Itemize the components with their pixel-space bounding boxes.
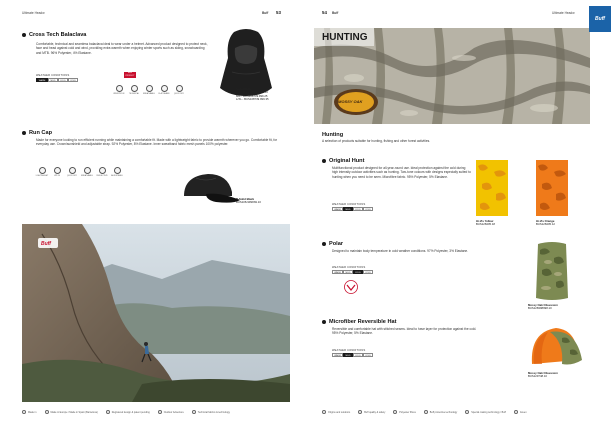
polar-description: Designed to maintain body temperature in cold weather conditions. 97% Polyester, 3% Elastane. bbox=[332, 249, 469, 253]
polar-heading bbox=[322, 241, 343, 247]
wc-warm: WARM bbox=[332, 353, 343, 357]
cap-features bbox=[36, 167, 123, 177]
cap-image bbox=[176, 170, 242, 208]
side-tab: Buff bbox=[589, 6, 611, 32]
product-name: Mossy Oak Obsession bbox=[528, 303, 558, 307]
page-number: 54 bbox=[322, 10, 327, 15]
product-name: Hi-Vis Yellow bbox=[476, 219, 494, 223]
sku-line: BUS128398998.10 bbox=[528, 306, 552, 311]
footer-item: Registered design & patent pending bbox=[106, 410, 150, 414]
feature-icon: FLAT SEAMS bbox=[158, 85, 170, 95]
weather-conditions-bar bbox=[332, 207, 373, 211]
mossy-oak-logo: MOSSY OAK bbox=[338, 99, 363, 104]
balaclava-features bbox=[113, 85, 185, 95]
wc-mild: MILD bbox=[343, 270, 353, 274]
product-name: Mossy Oak Obsession bbox=[528, 371, 558, 375]
brand-label: Buff bbox=[262, 11, 269, 15]
running-header: Ultimate Headw bbox=[552, 11, 575, 15]
hi-vis-yellow-info bbox=[476, 220, 532, 227]
bullet-icon bbox=[322, 159, 326, 163]
cap-description: Made for everyone looking to run efficient running while maintaining a comfortable fit. Made with a lightweight fabric to provide warmth wherever you go. Comfortable fit, for everyday use. Crown/sunshield and adjustable strap. 92% Polyester, 8% Elastane. Inner sweatband fabric mesh panels 100% polyester. bbox=[36, 138, 278, 147]
polar-title: Polar bbox=[329, 241, 343, 247]
wc-mild: MILD bbox=[343, 207, 353, 211]
sku-line: BUS128405.18 bbox=[476, 222, 495, 227]
hi-vis-orange-image bbox=[536, 160, 568, 216]
footer-item: Outdoor Adventure bbox=[158, 410, 184, 414]
wc-cold: COLD bbox=[363, 207, 373, 211]
cap-title: Run Cap bbox=[29, 130, 52, 136]
weather-conditions-bar bbox=[332, 353, 373, 357]
brand-label: Buff bbox=[332, 11, 339, 15]
footer-item: Special coating technology / Buff bbox=[465, 410, 506, 414]
left-page bbox=[0, 0, 300, 424]
hi-vis-orange-info bbox=[536, 220, 592, 227]
feature-icon: QUICK DRY bbox=[173, 85, 185, 95]
weather-conditions-label: WEATHER CONDITIONS bbox=[332, 266, 366, 269]
cap-heading bbox=[22, 130, 52, 136]
wc-mild: MILD bbox=[48, 78, 58, 82]
hunting-title: Hunting bbox=[322, 132, 344, 138]
polar-tech-icon bbox=[344, 280, 358, 294]
original-heading bbox=[322, 158, 364, 164]
feature-icon: ADJUSTABLE bbox=[111, 167, 123, 177]
hunting-description: A selection of products suitable for hunting, fishing and other forest activities. bbox=[322, 139, 431, 143]
sku-line: BUS129748.10 bbox=[528, 374, 547, 379]
bullet-icon bbox=[322, 320, 326, 324]
wc-cool: COOL bbox=[353, 353, 363, 357]
feature-icon: BREATHABLE bbox=[81, 167, 93, 177]
footer-item: Origins and outdoors bbox=[322, 410, 350, 414]
footer-item: Polyester fibres bbox=[393, 410, 415, 414]
product-name: Hi-Vis Orange bbox=[536, 219, 555, 223]
balaclava-heading bbox=[22, 32, 86, 38]
reversible-hat-image bbox=[526, 324, 584, 368]
wc-mild: MILD bbox=[343, 353, 353, 357]
feature-icon: WINDPROOF bbox=[113, 85, 125, 95]
wc-cold: COLD bbox=[68, 78, 78, 82]
original-description: Multifunctional product designed for all-year-round use. Ideal protection against the cold during high intensity outdoor activities such as hunting. Two-tone colours with designs especially suited to hunting when you need to be seen. Microfibre fabric. 95% Polyester, 5% Elastane. bbox=[332, 166, 471, 179]
balaclava-product-info bbox=[236, 88, 298, 102]
sku-line: BUS128405.12 bbox=[536, 222, 555, 227]
running-header: Ultimate Headw bbox=[22, 11, 45, 15]
footer-item: Technical fabrics & technology bbox=[192, 410, 230, 414]
polar-product-info bbox=[528, 304, 594, 311]
wc-warm: WARM bbox=[332, 270, 343, 274]
product-color: R-Solid Black bbox=[236, 197, 255, 201]
weather-conditions-label: WEATHER CONDITIONS bbox=[36, 74, 70, 77]
original-title: Original Hunt bbox=[329, 158, 365, 164]
runner-landscape-photo bbox=[22, 224, 290, 402]
photo-brand-logo: Buff bbox=[41, 241, 51, 247]
wc-cool: COOL bbox=[353, 207, 363, 211]
feature-icon: TECHNICAL bbox=[128, 85, 140, 95]
hat-title: Microfiber Reversible Hat bbox=[329, 319, 397, 325]
wc-warm: WARM bbox=[36, 78, 48, 82]
bullet-icon bbox=[22, 33, 26, 37]
sku-line: M/L - BUS108739.999.25 bbox=[236, 93, 268, 98]
balaclava-description: Comfortable, technical and seamless balaclava ideal to wear under a helmet. Advanced product designed to protect neck, face and head against cold and wind, providing extra warmth when enjoying winter sports such as skiing, snowboarding and MTB. 96% Polyester, 4% Elastane. bbox=[36, 42, 208, 55]
feature-icon: BREATHABLE bbox=[143, 85, 155, 95]
balaclava-title: Cross Tech Balaclava bbox=[29, 32, 87, 38]
left-footer bbox=[22, 410, 230, 414]
sku-line: L/XL - BUS108739.999.35 bbox=[236, 97, 269, 102]
footer-item: Buff quality & safety bbox=[358, 410, 385, 414]
feature-icon: LIGHTWEIGHT bbox=[36, 167, 48, 177]
wc-cool: COOL bbox=[353, 270, 363, 274]
sku-line: S/M - BUS108739.999.10 bbox=[236, 90, 268, 95]
weather-conditions-bar bbox=[332, 270, 373, 274]
weather-conditions-label: WEATHER CONDITIONS bbox=[332, 203, 366, 206]
footer-item: Made in Europe / Made in Spain (Barcelona) bbox=[45, 410, 98, 414]
wc-cold: COLD bbox=[363, 353, 373, 357]
feature-icon: QUICK DRY bbox=[66, 167, 78, 177]
wc-cold: COLD bbox=[363, 270, 373, 274]
bullet-icon bbox=[22, 131, 26, 135]
feature-icon: UPF 50 bbox=[51, 167, 63, 177]
cap-product-info bbox=[236, 198, 296, 205]
footer-item: Buff protective technology bbox=[424, 410, 457, 414]
page-number: 53 bbox=[276, 10, 281, 15]
right-footer bbox=[322, 410, 527, 414]
wc-warm: WARM bbox=[332, 207, 343, 211]
hat-heading bbox=[322, 319, 396, 325]
bullet-icon bbox=[322, 242, 326, 246]
feature-icon: REFLECTIVE bbox=[96, 167, 108, 177]
weather-conditions-bar bbox=[36, 78, 78, 82]
hat-product-info bbox=[528, 372, 594, 379]
hat-description: Reversible and comfortable hat with stitched seams. Ideal to have layer for protection against the cold. 95% Polyester, 5% Elastane. bbox=[332, 327, 477, 336]
wc-cool: COOL bbox=[58, 78, 68, 82]
hi-vis-yellow-image bbox=[476, 160, 508, 216]
polar-camo-image bbox=[532, 242, 572, 300]
sku-line: BUS108-9999S9.10 bbox=[236, 200, 261, 205]
product-color: Solid Black bbox=[236, 87, 252, 91]
new-product-badge: NEW PRODUCT bbox=[125, 72, 135, 77]
footer-item: Green bbox=[514, 410, 527, 414]
weather-conditions-label: WEATHER CONDITIONS bbox=[332, 349, 366, 352]
hero-title: HUNTING bbox=[322, 32, 368, 43]
footer-item: Made in bbox=[22, 410, 37, 414]
right-page bbox=[300, 0, 605, 424]
